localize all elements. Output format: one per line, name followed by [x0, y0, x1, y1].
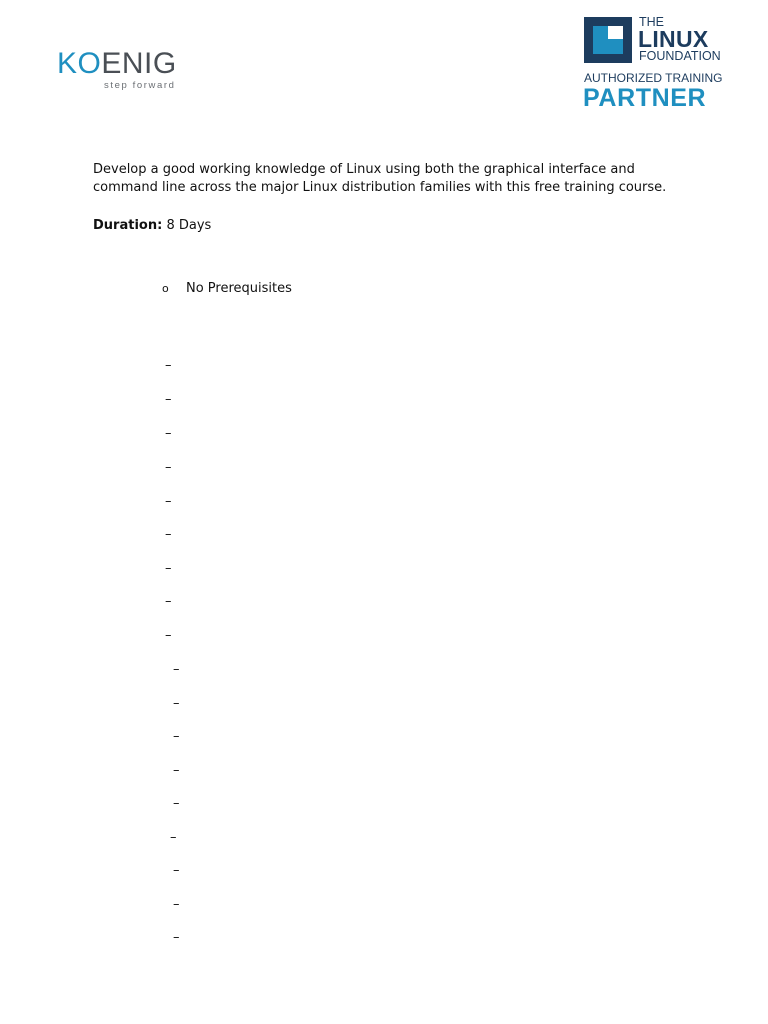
- outline-dash-marker: –: [173, 897, 180, 912]
- lf-logo-foundation: FOUNDATION: [639, 49, 721, 63]
- koenig-logo-blue: KO: [57, 47, 102, 80]
- outline-dash-marker: –: [165, 358, 172, 373]
- outline-dash-marker: –: [165, 426, 172, 441]
- lf-logo-the: THE: [639, 15, 664, 29]
- outline-dash-marker: –: [165, 561, 172, 576]
- course-duration: [93, 217, 211, 235]
- course-intro-line-2: command line across the major Linux distribution families with this free training course.: [93, 180, 667, 195]
- koenig-tagline: step forward: [104, 80, 176, 91]
- outline-dash-marker: –: [173, 863, 180, 878]
- prerequisites-bullet: o: [162, 282, 169, 295]
- linux-foundation-logo-icon: [584, 17, 634, 63]
- outline-dash-marker: –: [173, 696, 180, 711]
- outline-dash-marker: –: [165, 527, 172, 542]
- lf-logo-authorized-training: AUTHORIZED TRAINING: [584, 71, 723, 85]
- duration-value: 8 Days: [166, 218, 212, 233]
- outline-dash-marker: –: [165, 392, 172, 407]
- lf-logo-linux: LINUX: [638, 26, 709, 52]
- duration-label: Duration:: [93, 218, 163, 233]
- course-intro-line-1: Develop a good working knowledge of Linux using both the graphical interface and: [93, 162, 635, 177]
- outline-dash-marker: –: [173, 796, 180, 811]
- lf-logo-partner: PARTNER: [583, 84, 707, 112]
- koenig-logo-gray: ENIG: [101, 47, 177, 80]
- outline-dash-marker: –: [165, 494, 172, 509]
- prerequisites-item: No Prerequisites: [186, 281, 292, 296]
- outline-dash-marker: –: [173, 930, 180, 945]
- course-intro: [93, 161, 683, 197]
- outline-dash-marker: –: [173, 763, 180, 778]
- outline-dash-marker: –: [170, 830, 177, 845]
- outline-dash-marker: –: [165, 460, 172, 475]
- outline-dash-marker: –: [165, 628, 172, 643]
- outline-dash-marker: –: [173, 729, 180, 744]
- outline-dash-marker: –: [165, 594, 172, 609]
- koenig-logo: [57, 46, 177, 82]
- outline-dash-marker: –: [173, 662, 180, 677]
